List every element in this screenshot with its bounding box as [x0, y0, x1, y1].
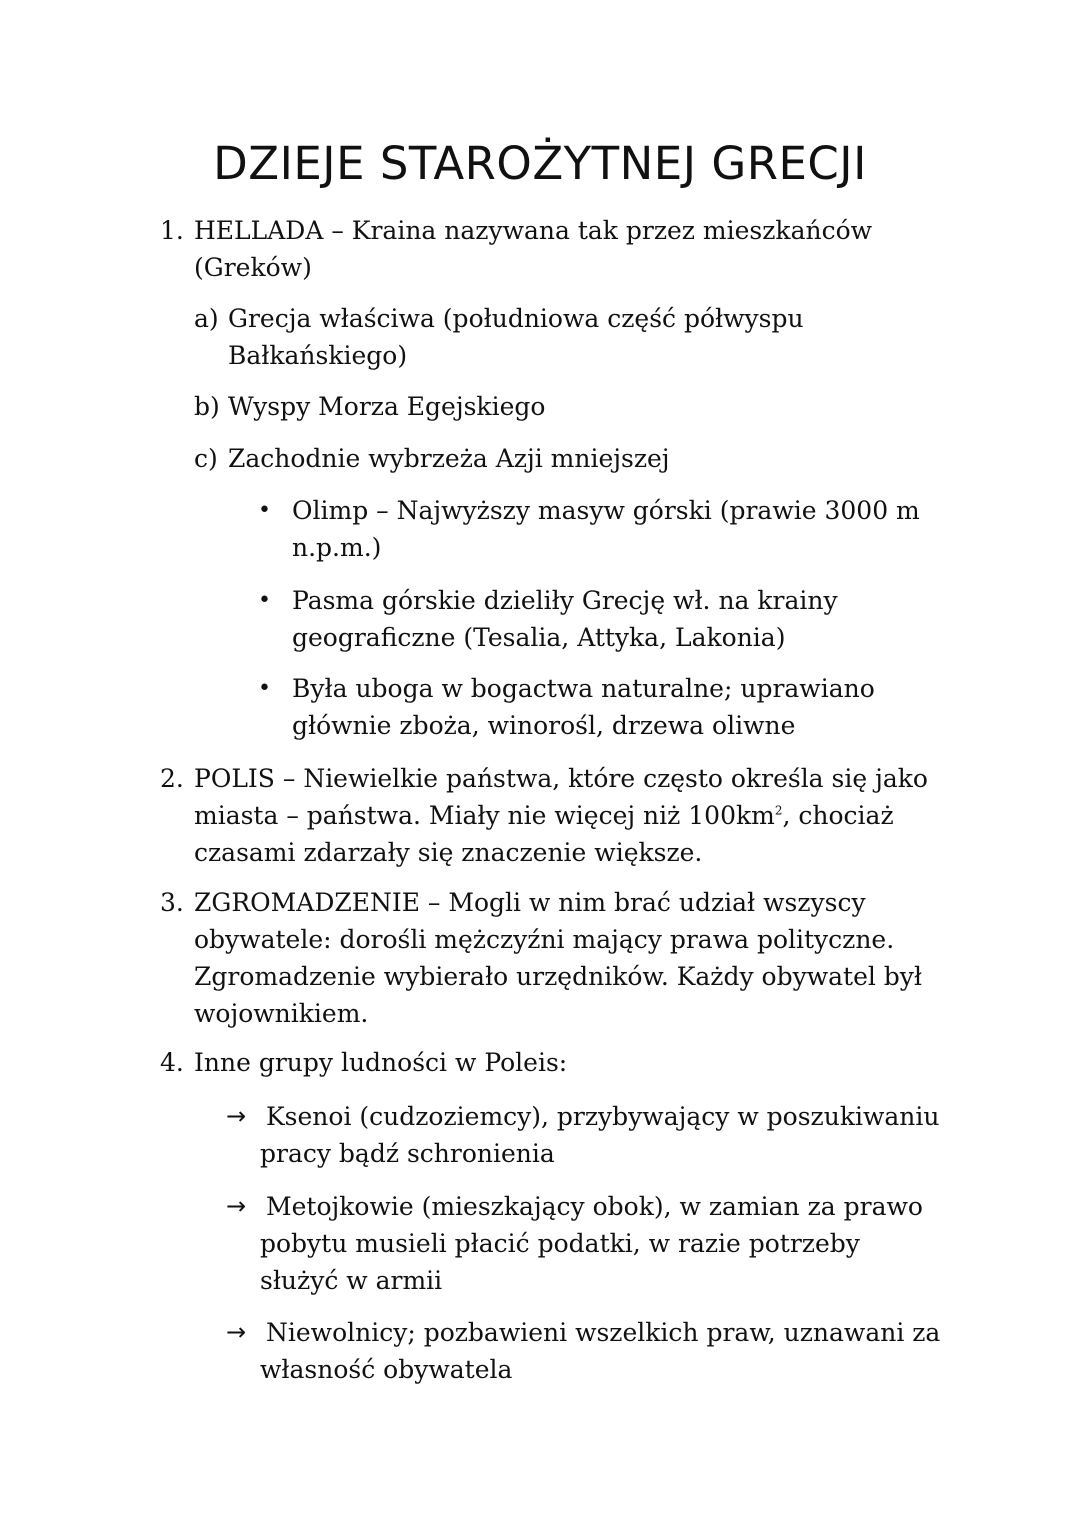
list-number: 1. — [160, 216, 184, 245]
bullet-icon: • — [258, 588, 271, 613]
list-item-2 — [160, 760, 940, 871]
list-number: 3. — [160, 888, 184, 917]
bullet-text: Olimp – Najwyższy masyw górski (prawie 3000 m n.p.m.) — [292, 496, 920, 562]
list-item-text — [194, 760, 940, 871]
sub-item-marker: c) — [194, 444, 218, 473]
bullet-text: Była uboga w bogactwa naturalne; uprawiano głównie zboża, winorośl, drzewa oliwne — [292, 674, 875, 740]
list-item-text: ZGROMADZENIE – Mogli w nim brać udział wszyscy obywatele: dorośli mężczyźni mający prawa polityczne. Zgromadzenie wybierało urzędników. Każdy obywatel był wojownikiem. — [194, 888, 923, 1028]
arrow-item-text: Niewolnicy; pozbawieni wszelkich praw, uznawani za własność obywatela — [260, 1318, 941, 1384]
list-item-4 — [160, 1044, 940, 1081]
arrow-item-text: Ksenoi (cudzoziemcy), przybywający w poszukiwaniu pracy bądź schronienia — [260, 1102, 940, 1168]
sub-item-text: Zachodnie wybrzeża Azji mniejszej — [228, 444, 670, 473]
page-title: DZIEJE STAROŻYTNEJ GRECJI — [213, 137, 867, 190]
arrow-right-icon: → — [226, 1102, 247, 1130]
list-number: 2. — [160, 764, 184, 793]
polis-text-part2: , chociaż czasami zdarzały się znaczenie większe. — [194, 801, 894, 867]
arrow-item-ksenoi — [226, 1098, 946, 1172]
arrow-right-icon: → — [226, 1318, 247, 1346]
sub-item-b — [194, 388, 894, 425]
arrow-item-metojkowie — [226, 1188, 946, 1299]
list-item-text: HELLADA – Kraina nazywana tak przez mieszkańców (Greków) — [194, 216, 873, 282]
list-item-1 — [160, 212, 940, 286]
list-number: 4. — [160, 1048, 184, 1077]
bullet-icon: • — [258, 498, 271, 523]
bullet-item-pasma — [256, 582, 936, 656]
bullet-text: Pasma górskie dzieliły Grecję wł. na krainy geograficzne (Tesalia, Attyka, Lakonia) — [292, 586, 838, 652]
arrow-item-text: Metojkowie (mieszkający obok), w zamian za prawo pobytu musieli płacić podatki, w razie potrzeby służyć w armii — [260, 1192, 923, 1295]
sub-item-c — [194, 440, 894, 477]
superscript: 2 — [774, 803, 783, 818]
sub-item-marker: a) — [194, 304, 219, 333]
list-item-text: Inne grupy ludności w Poleis: — [194, 1048, 568, 1077]
sub-item-marker: b) — [194, 392, 220, 421]
list-item-3 — [160, 884, 940, 1032]
sub-item-text: Wyspy Morza Egejskiego — [228, 392, 546, 421]
arrow-right-icon: → — [226, 1192, 247, 1220]
bullet-item-uboga — [256, 670, 936, 744]
polis-text-part1: POLIS – Niewielkie państwa, które często określa się jako miasta – państwa. Miały nie więcej niż 100km — [194, 764, 928, 830]
sub-item-a — [194, 300, 894, 374]
sub-item-text: Grecja właściwa (południowa część półwyspu Bałkańskiego) — [228, 304, 804, 370]
arrow-item-niewolnicy — [226, 1314, 946, 1388]
bullet-icon: • — [258, 676, 271, 701]
bullet-item-olimp — [256, 492, 936, 566]
